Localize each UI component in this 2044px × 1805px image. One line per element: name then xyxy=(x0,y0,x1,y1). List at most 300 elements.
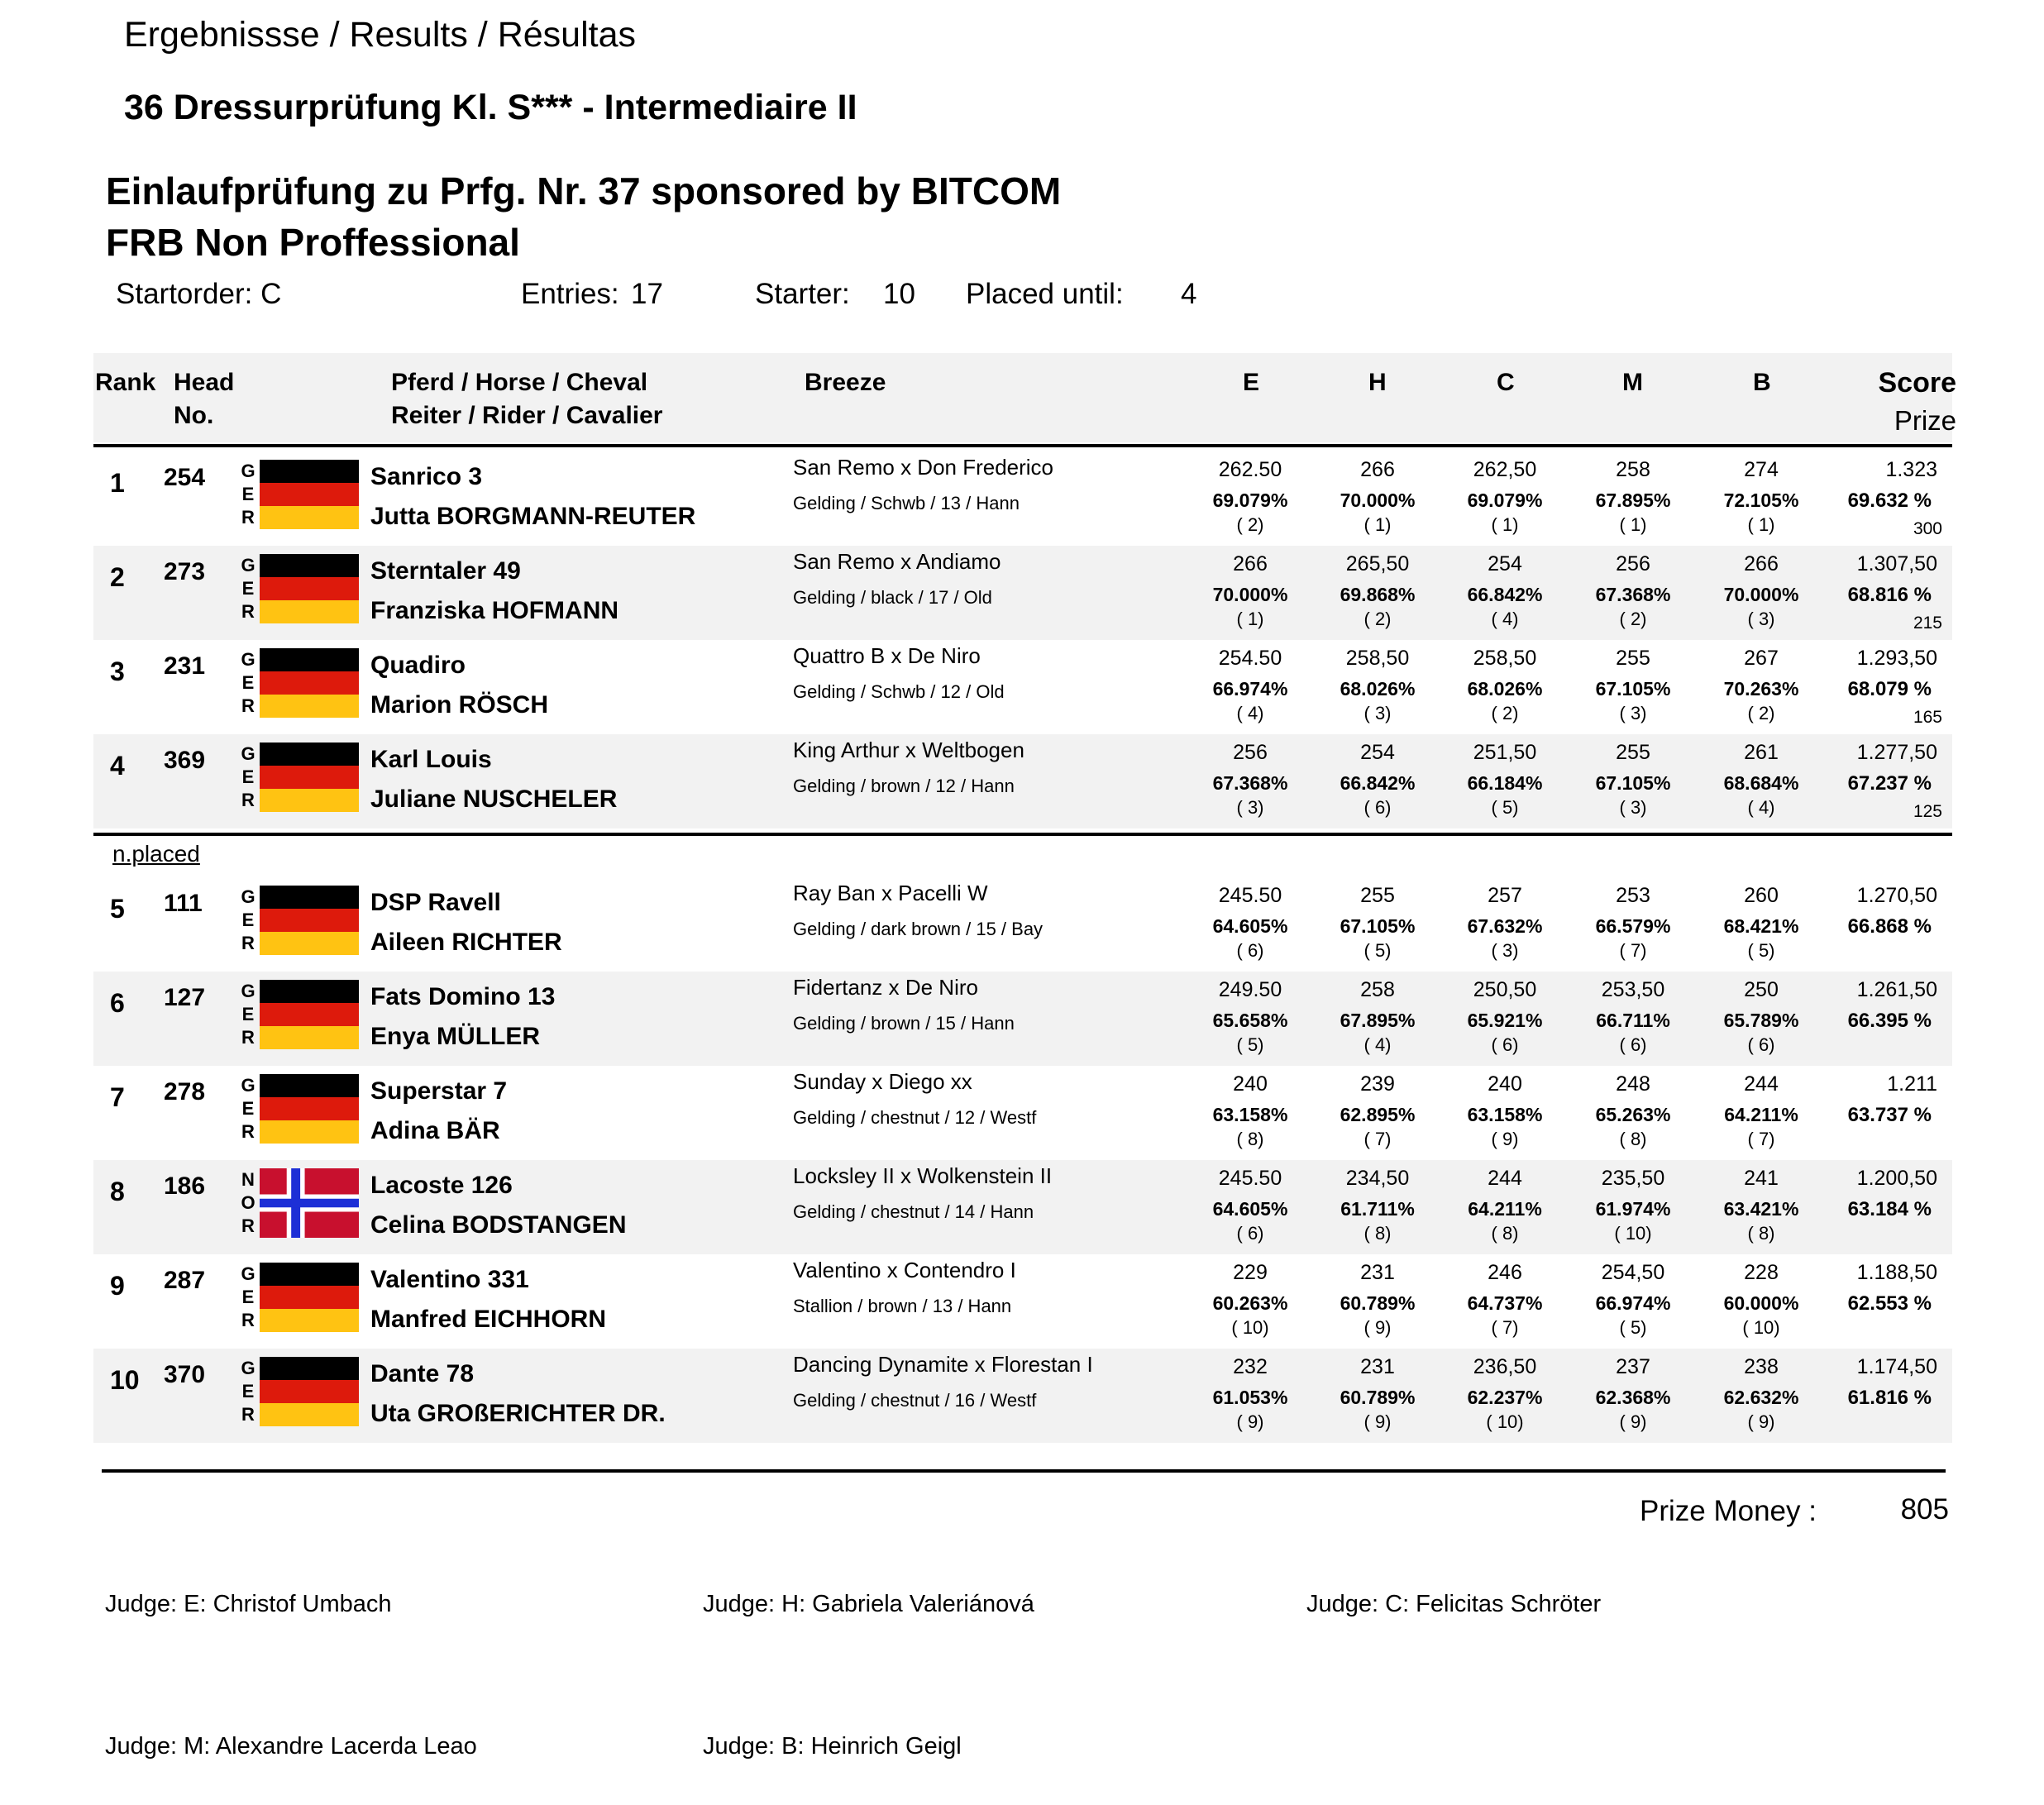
score-percent: 63.737 % xyxy=(1847,1104,1932,1126)
judge-percent: 68.684% xyxy=(1723,772,1799,794)
judge-percent: 60.789% xyxy=(1340,1292,1416,1314)
judge-placing: ( 3) xyxy=(1491,940,1519,961)
germany-flag-icon xyxy=(260,743,359,812)
nation-letter: N xyxy=(241,1169,255,1190)
head-number: 111 xyxy=(164,890,203,917)
judge-points: 235,50 xyxy=(1601,1167,1665,1190)
judge-points: 254,50 xyxy=(1601,1261,1665,1284)
nation-code xyxy=(239,980,257,1049)
head-number: 287 xyxy=(164,1267,206,1294)
judge-percent: 69.079% xyxy=(1212,489,1288,511)
starter-value: 10 xyxy=(883,278,915,310)
head-number: 231 xyxy=(164,652,206,680)
rank: 1 xyxy=(110,468,125,498)
horse-details: Gelding / chestnut / 12 / Westf xyxy=(793,1107,1037,1128)
total-points: 1.188,50 xyxy=(1856,1261,1937,1284)
judge-points: 240 xyxy=(1233,1072,1268,1096)
nation-letter: G xyxy=(241,461,256,481)
judge-percent: 63.158% xyxy=(1467,1104,1543,1125)
horse-details: Gelding / Schwb / 13 / Hann xyxy=(793,493,1020,513)
judge-points: 232 xyxy=(1233,1355,1268,1378)
footer-divider xyxy=(102,1469,1946,1473)
horse-name: DSP Ravell xyxy=(370,889,501,916)
horse-details: Gelding / chestnut / 16 / Westf xyxy=(793,1390,1037,1411)
judge-percent: 66.711% xyxy=(1596,1010,1670,1031)
judge-points: 262.50 xyxy=(1218,458,1282,481)
rider-name: Juliane NUSCHELER xyxy=(370,786,618,813)
judge-percent: 60.789% xyxy=(1340,1387,1416,1408)
rider-name: Marion RÖSCH xyxy=(370,691,549,719)
germany-flag-icon xyxy=(260,1357,359,1426)
judge-percent: 66.842% xyxy=(1340,772,1416,794)
horse-name: Superstar 7 xyxy=(370,1077,508,1105)
judge-placing: ( 9) xyxy=(1363,1411,1392,1432)
col-judge-m: M xyxy=(1622,369,1643,396)
judge-percent: 66.974% xyxy=(1595,1292,1671,1314)
rank: 10 xyxy=(110,1365,140,1395)
horse-details: Gelding / chestnut / 14 / Hann xyxy=(793,1201,1034,1222)
judge-percent: 62.895% xyxy=(1340,1104,1416,1125)
starter-label: Starter: xyxy=(755,278,850,310)
judge-points: 266 xyxy=(1744,552,1779,575)
competition-title: 36 Dressurprüfung Kl. S*** - Intermediaire II xyxy=(124,88,857,127)
judge-placing: ( 1) xyxy=(1363,514,1392,535)
horse-name: Sterntaler 49 xyxy=(370,557,521,585)
judge-percent: 67.895% xyxy=(1340,1010,1416,1031)
table-row xyxy=(93,877,1952,972)
judge-placing: ( 6) xyxy=(1747,1034,1775,1055)
judge-percent: 67.895% xyxy=(1595,489,1671,511)
judge-placing: ( 2) xyxy=(1491,703,1519,723)
page-title: Ergebnissse / Results / Résultas xyxy=(124,15,636,55)
breeding: Sunday x Diego xx xyxy=(793,1069,972,1094)
nation-letter: G xyxy=(241,1263,256,1284)
judge-points: 249.50 xyxy=(1218,978,1282,1001)
breeding: Dancing Dynamite x Florestan I xyxy=(793,1352,1093,1377)
judge-points: 229 xyxy=(1233,1261,1268,1284)
judge-points: 239 xyxy=(1360,1072,1395,1096)
header-divider xyxy=(93,444,1952,447)
judge-placing: ( 4) xyxy=(1236,703,1264,723)
judge-m: Judge: M: Alexandre Lacerda Leao xyxy=(105,1733,477,1760)
score-percent: 66.868 % xyxy=(1847,915,1932,938)
nation-letter: R xyxy=(241,1215,255,1236)
entries-label: Entries: xyxy=(521,278,619,310)
judge-percent: 65.921% xyxy=(1467,1010,1543,1031)
judge-percent: 67.368% xyxy=(1212,772,1288,794)
breeding: Valentino x Contendro I xyxy=(793,1258,1016,1282)
judge-percent: 68.026% xyxy=(1467,678,1543,700)
judge-percent: 70.000% xyxy=(1723,584,1799,605)
nation-code xyxy=(239,554,257,623)
judge-percent: 67.105% xyxy=(1595,772,1671,794)
judge-placing: ( 9) xyxy=(1236,1411,1264,1432)
judge-points: 231 xyxy=(1360,1261,1395,1284)
col-judge-c: C xyxy=(1497,369,1515,396)
judge-placing: ( 3) xyxy=(1619,797,1647,818)
total-points: 1.211 xyxy=(1887,1072,1937,1096)
judge-points: 258,50 xyxy=(1345,647,1410,670)
startorder: Startorder: C xyxy=(116,278,282,310)
rider-name: Uta GROßERICHTER DR. xyxy=(370,1400,666,1427)
total-points: 1.307,50 xyxy=(1856,552,1937,575)
col-prize: Prize xyxy=(1894,405,1956,436)
judge-percent: 62.237% xyxy=(1467,1387,1543,1408)
breeding: Quattro B x De Niro xyxy=(793,643,981,668)
judge-percent: 67.105% xyxy=(1340,915,1416,937)
prize-amount: 125 xyxy=(1913,802,1942,821)
judge-percent: 65.658% xyxy=(1212,1010,1288,1031)
horse-name: Karl Louis xyxy=(370,746,492,773)
judge-points: 250 xyxy=(1744,978,1779,1001)
judge-placing: ( 6) xyxy=(1236,1223,1264,1244)
score-percent: 63.184 % xyxy=(1847,1198,1932,1220)
judge-placing: ( 8) xyxy=(1747,1223,1775,1244)
nation-letter: E xyxy=(241,910,255,930)
nation-code xyxy=(239,743,257,812)
rank: 9 xyxy=(110,1271,125,1301)
germany-flag-icon xyxy=(260,648,359,718)
nation-letter: R xyxy=(241,695,255,716)
judge-points: 266 xyxy=(1360,458,1395,481)
nation-letter: E xyxy=(241,1098,255,1119)
rank: 2 xyxy=(110,562,125,592)
judge-points: 262,50 xyxy=(1473,458,1537,481)
col-rider: Reiter / Rider / Cavalier xyxy=(391,402,663,429)
col-judge-h: H xyxy=(1368,369,1387,396)
prize-amount: 215 xyxy=(1913,614,1942,633)
judge-percent: 67.632% xyxy=(1467,915,1543,937)
judge-placing: ( 5) xyxy=(1619,1317,1647,1338)
judge-points: 244 xyxy=(1488,1167,1522,1190)
nation-letter: E xyxy=(241,1381,255,1402)
judge-percent: 66.579% xyxy=(1595,915,1671,937)
judge-placing: ( 2) xyxy=(1236,514,1264,535)
score-percent: 62.553 % xyxy=(1847,1292,1932,1315)
judge-placing: ( 3) xyxy=(1236,797,1264,818)
judge-percent: 64.737% xyxy=(1467,1292,1543,1314)
judge-percent: 65.789% xyxy=(1723,1010,1799,1031)
judge-points: 255 xyxy=(1616,741,1650,764)
judge-placing: ( 7) xyxy=(1491,1317,1519,1338)
judge-points: 234,50 xyxy=(1345,1167,1410,1190)
judge-points: 258 xyxy=(1616,458,1650,481)
entries-value: 17 xyxy=(631,278,663,310)
rider-name: Enya MÜLLER xyxy=(370,1023,541,1050)
judge-percent: 61.053% xyxy=(1212,1387,1288,1408)
judge-percent: 61.711% xyxy=(1340,1198,1415,1220)
nation-code xyxy=(239,1168,257,1238)
judge-percent: 68.026% xyxy=(1340,678,1416,700)
total-points: 1.261,50 xyxy=(1856,978,1937,1001)
nation-code xyxy=(239,1074,257,1144)
nation-letter: G xyxy=(241,1358,256,1378)
table-header xyxy=(93,353,1952,442)
judge-percent: 64.211% xyxy=(1468,1198,1542,1220)
judge-placing: ( 8) xyxy=(1236,1129,1264,1149)
judge-points: 246 xyxy=(1488,1261,1522,1284)
nation-code xyxy=(239,886,257,955)
horse-name: Sanrico 3 xyxy=(370,463,483,490)
judge-points: 256 xyxy=(1616,552,1650,575)
germany-flag-icon xyxy=(260,554,359,623)
judge-percent: 72.105% xyxy=(1723,489,1799,511)
nation-letter: R xyxy=(241,1310,255,1330)
horse-name: Quadiro xyxy=(370,652,466,679)
judge-percent: 62.368% xyxy=(1595,1387,1671,1408)
judge-placing: ( 1) xyxy=(1236,609,1264,629)
judge-points: 238 xyxy=(1744,1355,1779,1378)
total-points: 1.293,50 xyxy=(1856,647,1937,670)
germany-flag-icon xyxy=(260,1263,359,1332)
rider-name: Aileen RICHTER xyxy=(370,929,562,956)
nation-letter: G xyxy=(241,981,256,1001)
judge-points: 248 xyxy=(1616,1072,1650,1096)
judge-placing: ( 6) xyxy=(1491,1034,1519,1055)
nation-letter: G xyxy=(241,555,256,575)
total-points: 1.200,50 xyxy=(1856,1167,1937,1190)
breeding: Ray Ban x Pacelli W xyxy=(793,881,988,905)
judge-placing: ( 5) xyxy=(1363,940,1392,961)
judge-placing: ( 8) xyxy=(1363,1223,1392,1244)
col-judge-e: E xyxy=(1243,369,1260,396)
nation-letter: R xyxy=(241,601,255,622)
breeding: Locksley II x Wolkenstein II xyxy=(793,1163,1053,1188)
score-percent: 68.816 % xyxy=(1847,584,1932,606)
judge-percent: 65.263% xyxy=(1595,1104,1671,1125)
score-percent: 68.079 % xyxy=(1847,678,1932,700)
judge-placing: ( 10) xyxy=(1614,1223,1652,1244)
judge-percent: 60.000% xyxy=(1723,1292,1799,1314)
judge-placing: ( 5) xyxy=(1236,1034,1264,1055)
judge-placing: ( 4) xyxy=(1747,797,1775,818)
judge-placing: ( 3) xyxy=(1363,703,1392,723)
judge-placing: ( 8) xyxy=(1619,1129,1647,1149)
rank: 8 xyxy=(110,1177,125,1206)
head-number: 127 xyxy=(164,984,206,1011)
horse-details: Gelding / brown / 15 / Hann xyxy=(793,1013,1015,1034)
placed-until-value: 4 xyxy=(1181,278,1197,310)
judge-percent: 63.158% xyxy=(1212,1104,1288,1125)
germany-flag-icon xyxy=(260,980,359,1049)
table-row xyxy=(93,1254,1952,1349)
table-row xyxy=(93,1066,1952,1160)
competition-class: FRB Non Proffessional xyxy=(106,221,520,264)
nation-code xyxy=(239,460,257,529)
score-percent: 66.395 % xyxy=(1847,1010,1932,1032)
judge-percent: 63.421% xyxy=(1723,1198,1799,1220)
judge-placing: ( 10) xyxy=(1231,1317,1269,1338)
judge-points: 228 xyxy=(1744,1261,1779,1284)
nation-letter: G xyxy=(241,743,256,764)
rider-name: Celina BODSTANGEN xyxy=(370,1211,627,1239)
nation-letter: O xyxy=(241,1192,256,1213)
judge-points: 231 xyxy=(1360,1355,1395,1378)
judge-placing: ( 9) xyxy=(1747,1411,1775,1432)
total-points: 1.277,50 xyxy=(1856,741,1937,764)
score-percent: 69.632 % xyxy=(1847,489,1932,512)
judge-placing: ( 5) xyxy=(1491,797,1519,818)
judge-percent: 64.211% xyxy=(1724,1104,1798,1125)
head-number: 370 xyxy=(164,1361,206,1388)
horse-details: Stallion / brown / 13 / Hann xyxy=(793,1296,1012,1316)
judge-placing: ( 10) xyxy=(1486,1411,1524,1432)
col-score: Score xyxy=(1878,367,1956,399)
competition-subtitle: Einlaufprüfung zu Prfg. Nr. 37 sponsored by BITCOM xyxy=(106,170,1062,212)
rank: 4 xyxy=(110,751,125,781)
prize-amount: 165 xyxy=(1913,708,1942,727)
judge-points: 254 xyxy=(1360,741,1395,764)
judge-percent: 66.974% xyxy=(1212,678,1288,700)
table-row xyxy=(93,734,1952,828)
judge-points: 261 xyxy=(1744,741,1779,764)
judge-points: 266 xyxy=(1233,552,1268,575)
nation-letter: G xyxy=(241,649,256,670)
col-head: Head xyxy=(174,369,235,396)
breeding: San Remo x Don Frederico xyxy=(793,455,1054,480)
table-row xyxy=(93,1349,1952,1443)
judge-percent: 66.184% xyxy=(1467,772,1543,794)
judge-points: 258,50 xyxy=(1473,647,1537,670)
judge-placing: ( 6) xyxy=(1363,797,1392,818)
nation-letter: E xyxy=(241,1287,255,1307)
nation-code xyxy=(239,648,257,718)
table-row xyxy=(93,546,1952,640)
judge-placing: ( 5) xyxy=(1747,940,1775,961)
judge-points: 250,50 xyxy=(1473,978,1537,1001)
rider-name: Franziska HOFMANN xyxy=(370,597,619,624)
norway-flag-icon xyxy=(260,1168,359,1238)
judge-points: 241 xyxy=(1744,1167,1779,1190)
judge-points: 274 xyxy=(1744,458,1779,481)
judge-placing: ( 1) xyxy=(1619,514,1647,535)
judge-placing: ( 9) xyxy=(1619,1411,1647,1432)
judge-percent: 62.632% xyxy=(1723,1387,1799,1408)
judge-points: 260 xyxy=(1744,884,1779,907)
head-number: 273 xyxy=(164,558,206,585)
rider-name: Manfred EICHHORN xyxy=(370,1306,607,1333)
judge-points: 254.50 xyxy=(1218,647,1282,670)
table-row xyxy=(93,640,1952,734)
judge-points: 265,50 xyxy=(1345,552,1410,575)
nation-code xyxy=(239,1357,257,1426)
judge-placing: ( 7) xyxy=(1619,940,1647,961)
prize-amount: 300 xyxy=(1913,519,1942,538)
horse-name: Dante 78 xyxy=(370,1360,475,1387)
judge-points: 237 xyxy=(1616,1355,1650,1378)
judge-placing: ( 8) xyxy=(1491,1223,1519,1244)
placed-until-label: Placed until: xyxy=(966,278,1124,310)
score-percent: 67.237 % xyxy=(1847,772,1932,795)
col-horse: Pferd / Horse / Cheval xyxy=(391,369,648,396)
horse-details: Gelding / black / 17 / Old xyxy=(793,587,992,608)
col-judge-b: B xyxy=(1753,369,1771,396)
judge-placing: ( 6) xyxy=(1619,1034,1647,1055)
prize-money-value: 805 xyxy=(1900,1493,1949,1526)
total-points: 1.323 xyxy=(1885,458,1937,481)
table-row xyxy=(93,972,1952,1066)
judge-points: 255 xyxy=(1360,884,1395,907)
judge-c: Judge: C: Felicitas Schröter xyxy=(1306,1591,1602,1617)
breeding: King Arthur x Weltbogen xyxy=(793,738,1024,762)
judge-h: Judge: H: Gabriela Valeriánová xyxy=(703,1591,1034,1617)
judge-percent: 64.605% xyxy=(1212,1198,1288,1220)
nation-letter: R xyxy=(241,507,255,528)
judge-placing: ( 7) xyxy=(1363,1129,1392,1149)
germany-flag-icon xyxy=(260,886,359,955)
judge-placing: ( 4) xyxy=(1363,1034,1392,1055)
nation-code xyxy=(239,1263,257,1332)
table-row xyxy=(93,1160,1952,1254)
horse-details: Gelding / dark brown / 15 / Bay xyxy=(793,919,1043,939)
judge-points: 236,50 xyxy=(1473,1355,1537,1378)
judge-placing: ( 6) xyxy=(1236,940,1264,961)
head-number: 254 xyxy=(164,464,206,491)
judge-placing: ( 2) xyxy=(1619,609,1647,629)
judge-percent: 70.000% xyxy=(1212,584,1288,605)
judge-points: 258 xyxy=(1360,978,1395,1001)
judge-placing: ( 9) xyxy=(1491,1129,1519,1149)
nation-letter: E xyxy=(241,484,255,504)
judge-points: 253,50 xyxy=(1601,978,1665,1001)
nation-letter: G xyxy=(241,886,256,907)
judge-b: Judge: B: Heinrich Geigl xyxy=(703,1733,962,1760)
judge-percent: 69.079% xyxy=(1467,489,1543,511)
judge-percent: 64.605% xyxy=(1212,915,1288,937)
judge-placing: ( 1) xyxy=(1747,514,1775,535)
germany-flag-icon xyxy=(260,460,359,529)
horse-name: Fats Domino 13 xyxy=(370,983,556,1010)
head-number: 278 xyxy=(164,1078,206,1105)
judge-placing: ( 7) xyxy=(1747,1129,1775,1149)
nation-letter: R xyxy=(241,1404,255,1425)
judge-points: 244 xyxy=(1744,1072,1779,1096)
table-row xyxy=(93,451,1952,546)
judge-percent: 70.263% xyxy=(1723,678,1799,700)
rank: 5 xyxy=(110,894,125,924)
rider-name: Adina BÄR xyxy=(370,1117,500,1144)
judge-placing: ( 2) xyxy=(1363,609,1392,629)
horse-name: Lacoste 126 xyxy=(370,1172,513,1199)
judge-placing: ( 10) xyxy=(1742,1317,1780,1338)
judge-points: 255 xyxy=(1616,647,1650,670)
judge-percent: 67.368% xyxy=(1595,584,1671,605)
breeding: San Remo x Andiamo xyxy=(793,549,1001,574)
judge-placing: ( 3) xyxy=(1619,703,1647,723)
rank: 6 xyxy=(110,988,125,1018)
judge-percent: 66.842% xyxy=(1467,584,1543,605)
judge-percent: 68.421% xyxy=(1723,915,1799,937)
nation-letter: R xyxy=(241,1027,255,1048)
judge-points: 245.50 xyxy=(1218,1167,1282,1190)
judge-points: 251,50 xyxy=(1473,741,1537,764)
judge-placing: ( 3) xyxy=(1747,609,1775,629)
breeding: Fidertanz x De Niro xyxy=(793,975,978,1000)
judge-points: 254 xyxy=(1488,552,1522,575)
rider-name: Jutta BORGMANN-REUTER xyxy=(370,503,696,530)
horse-details: Gelding / Schwb / 12 / Old xyxy=(793,681,1005,702)
rank: 3 xyxy=(110,657,125,686)
nation-letter: E xyxy=(241,1004,255,1024)
germany-flag-icon xyxy=(260,1074,359,1144)
judge-placing: ( 1) xyxy=(1491,514,1519,535)
nation-letter: R xyxy=(241,790,255,810)
judge-percent: 60.263% xyxy=(1212,1292,1288,1314)
placed-divider xyxy=(93,833,1952,836)
nation-letter: R xyxy=(241,1121,255,1142)
judge-percent: 67.105% xyxy=(1595,678,1671,700)
col-rank: Rank xyxy=(95,369,156,396)
